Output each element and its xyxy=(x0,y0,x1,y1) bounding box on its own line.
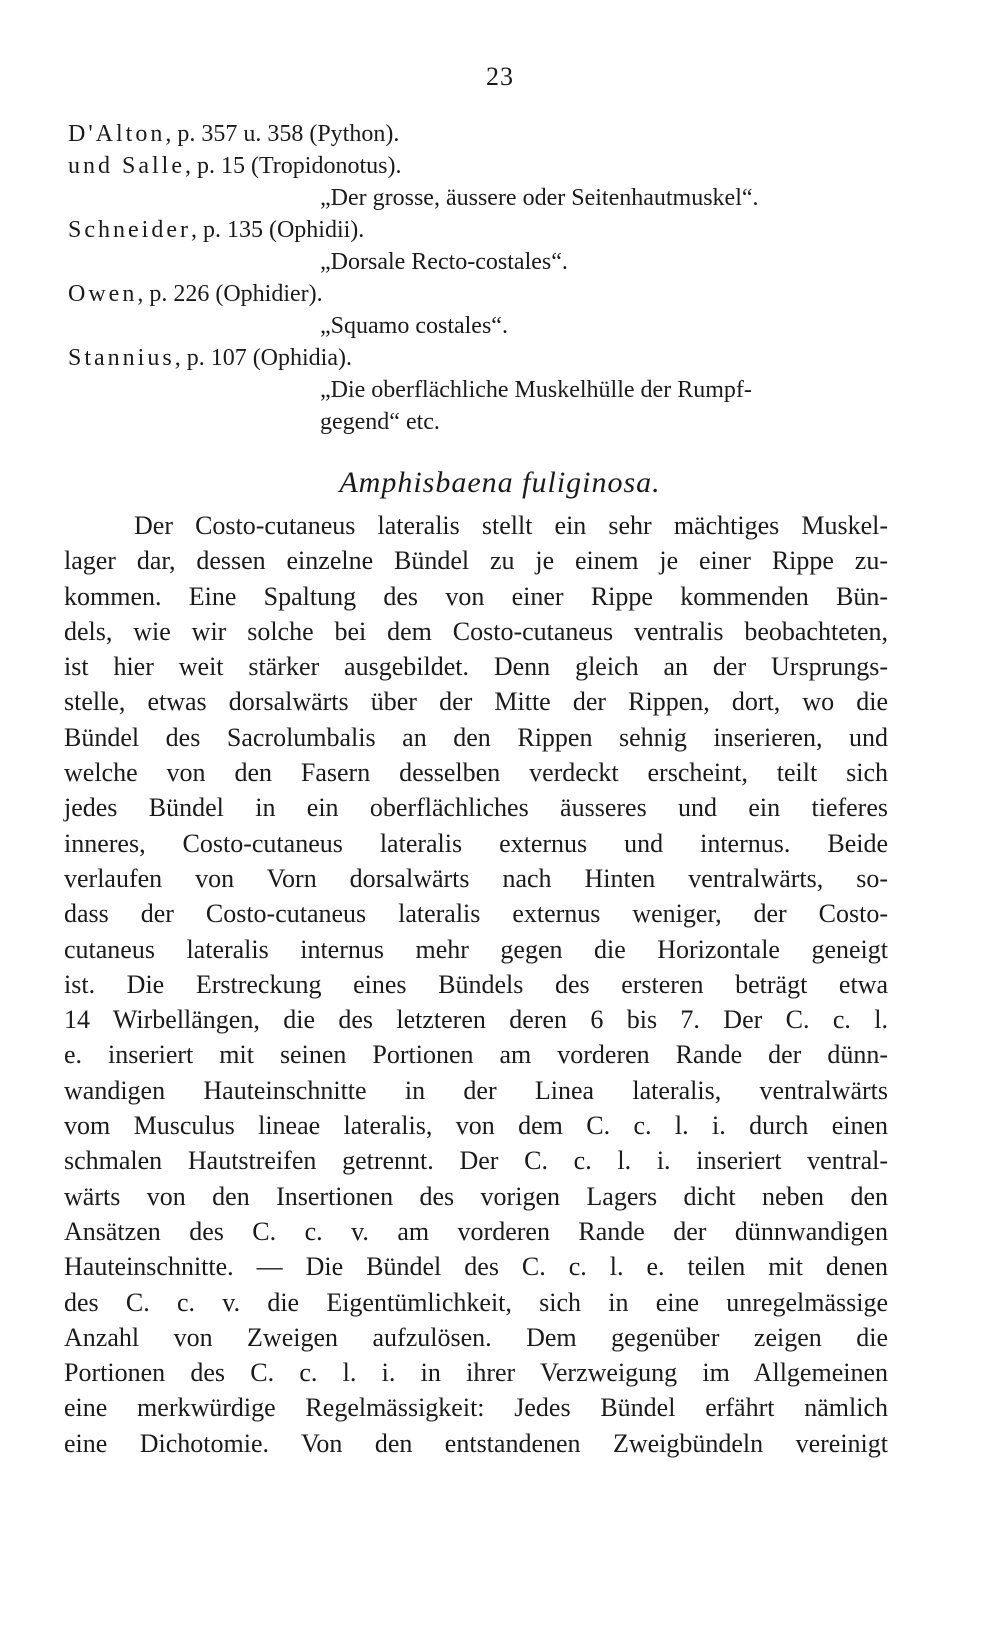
reference-author: D'Alton xyxy=(68,121,166,147)
reference-detail: , p. 226 (Ophidier). xyxy=(137,281,323,307)
reference-author: Owen xyxy=(68,281,138,307)
body-line: e. inseriert mit seinen Portionen am vorderen Rande der dünn- xyxy=(64,1040,888,1070)
reference-entry xyxy=(68,118,928,150)
reference-quote: „Dorsale Recto-costales“. xyxy=(320,249,568,275)
body-line: lager dar, dessen einzelne Bündel zu je einem je einer Rippe zu- xyxy=(64,546,888,576)
body-line: kommen. Eine Spaltung des von einer Rippe kommenden Bün- xyxy=(64,581,888,611)
body-line: dels, wie wir solche bei dem Costo-cutaneus ventralis beobachteten, xyxy=(64,616,888,646)
reference-detail: , p. 357 u. 358 (Python). xyxy=(165,121,400,147)
body-line: Hauteinschnitte. — Die Bündel des C. c. l. e. teilen mit denen xyxy=(64,1252,888,1282)
body-line: eine Dichotomie. Von den entstandenen Zweigbündeln vereinigt xyxy=(64,1428,888,1458)
body-line: Ansätzen des C. c. v. am vorderen Rande der dünnwandigen xyxy=(64,1216,888,1246)
body-line: dass der Costo-cutaneus lateralis externus weniger, der Costo- xyxy=(64,899,888,929)
body-paragraph xyxy=(64,508,888,1461)
body-line: Anzahl von Zweigen aufzulösen. Dem gegenüber zeigen die xyxy=(64,1322,888,1352)
reference-list xyxy=(68,118,928,438)
reference-author: Schneider xyxy=(68,217,191,243)
reference-author: und Salle xyxy=(68,153,185,179)
reference-entry xyxy=(68,342,928,374)
body-line: Portionen des C. c. l. i. in ihrer Verzweigung im Allgemeinen xyxy=(64,1358,888,1388)
body-line: Der Costo-cutaneus lateralis stellt ein sehr mächtiges Muskel- xyxy=(134,511,888,540)
reference-entry xyxy=(68,150,928,182)
body-line: eine merkwürdige Regelmässigkeit: Jedes Bündel erfährt nämlich xyxy=(64,1393,888,1423)
reference-quote: gegend“ etc. xyxy=(320,409,440,435)
reference-entry xyxy=(68,214,928,246)
body-line: ist hier weit stärker ausgebildet. Denn gleich an der Ursprungs- xyxy=(64,652,888,682)
body-line: stelle, etwas dorsalwärts über der Mitte der Rippen, dort, wo die xyxy=(64,687,888,717)
reference-detail: , p. 135 (Ophidii). xyxy=(190,217,365,243)
body-line: wärts von den Insertionen des vorigen Lagers dicht neben den xyxy=(64,1181,888,1211)
reference-detail: , p. 107 (Ophidia). xyxy=(174,345,352,371)
body-line: ist. Die Erstreckung eines Bündels des ersteren beträgt etwa xyxy=(64,969,888,999)
body-line: schmalen Hautstreifen getrennt. Der C. c. l. i. inseriert ventral- xyxy=(64,1146,888,1176)
reference-author: Stannius xyxy=(68,345,175,371)
reference-entry xyxy=(68,278,928,310)
body-line: verlaufen von Vorn dorsalwärts nach Hinten ventralwärts, so- xyxy=(64,863,888,893)
body-line: jedes Bündel in ein oberflächliches äusseres und ein tieferes xyxy=(64,793,888,823)
body-line: Bündel des Sacrolumbalis an den Rippen sehnig inserieren, und xyxy=(64,722,888,752)
page-number: 23 xyxy=(486,62,514,91)
body-line: inneres, Costo-cutaneus lateralis externus und internus. Beide xyxy=(64,828,888,858)
body-line: welche von den Fasern desselben verdeckt erscheint, teilt sich xyxy=(64,758,888,788)
reference-quote: „Der grosse, äussere oder Seitenhautmuskel“. xyxy=(320,185,759,211)
body-line: des C. c. v. die Eigentümlichkeit, sich in eine unregelmässige xyxy=(64,1287,888,1317)
body-line: cutaneus lateralis internus mehr gegen die Horizontale geneigt xyxy=(64,934,888,964)
reference-quote: „Squamo costales“. xyxy=(320,313,508,339)
body-line: wandigen Hauteinschnitte in der Linea lateralis, ventralwärts xyxy=(64,1075,888,1105)
section-title: Amphisbaena fuliginosa. xyxy=(339,466,661,499)
body-line: vom Musculus lineae lateralis, von dem C. c. l. i. durch einen xyxy=(64,1111,888,1141)
body-line: 14 Wirbellängen, die des letzteren deren 6 bis 7. Der C. c. l. xyxy=(64,1005,888,1035)
reference-quote: „Die oberflächliche Muskelhülle der Rumpf- xyxy=(320,377,752,403)
reference-detail: , p. 15 (Tropidonotus). xyxy=(185,153,402,179)
